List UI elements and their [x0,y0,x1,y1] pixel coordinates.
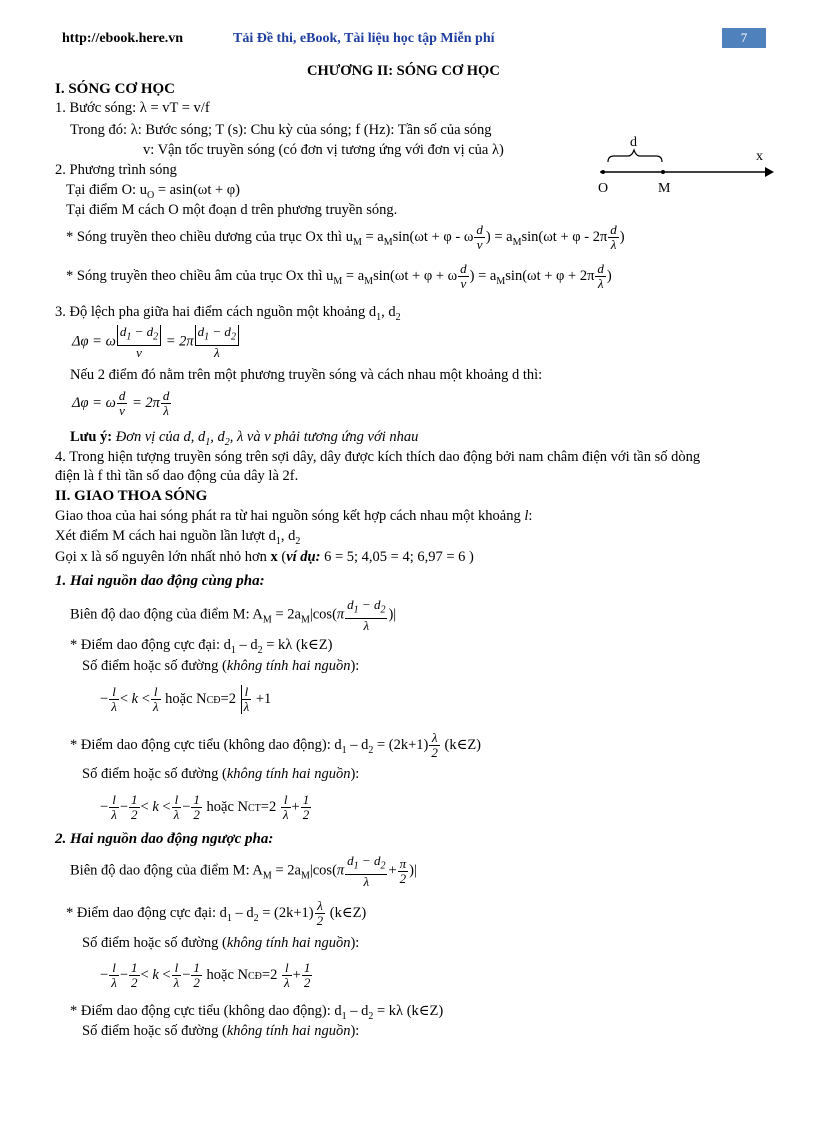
item3-note: Nếu 2 điểm đó nằm trên một phương truyền sóng và cách nhau một khoảng d thì: [70,367,543,383]
eq-phase-diff-same-line: Δφ = ω $\frac{d}{v}$ = 2π $\frac{d}{\lambda}$ [72,388,170,419]
header-tagline: Tải Đề thi, eBook, Tài liệu học tập Miễn phí [233,31,495,46]
sub1-count-label-2: Số điểm hoặc số đường (không tính hai nguồn): [82,766,360,782]
sub2-title: 2. Hai nguồn dao động ngược pha: [55,831,274,847]
diagram-o-label: O [598,181,609,195]
point-m-dot [661,170,665,174]
sub2-min-condition: * Điểm dao động cực tiểu (không dao động): $d_1 - d_2 = k\lambda$ (k∈Z) [70,1003,444,1022]
sub2-count-label-2: Số điểm hoặc số đường (không tính hai nguồn): [82,1023,360,1039]
item1-wavelength: 1. Bước sóng: λ = vT = v/f [55,100,210,116]
item2-point-o: Tại điểm O: $u_O = asin(\omega t + \varphi)$ [66,182,240,201]
page-number-badge: 7 [722,28,766,48]
sub1-title: 1. Hai nguồn dao động cùng pha: [55,573,265,589]
sub2-max-condition: * Điểm dao động cực đại: $d_1 - d_2 = (2k+1)$ $\frac{\lambda}{2}$ (k∈Z) [66,898,367,929]
section2-intro3: Gọi x là số nguyên lớn nhất nhỏ hơn x (ví dụ: 6 = 5; 4,05 = 4; 6,97 = 6 ) [55,549,474,565]
section2-intro2: Xét điểm M cách hai nguồn lần lượt $d_1$, $d_2$ [55,528,301,547]
item1-where-line1: Trong đó: λ: Bước sóng; T (s): Chu kỳ của sóng; f (Hz): Tần số của sóng [70,122,492,138]
diagram-m-label: M [658,181,671,195]
wave-axis-diagram [590,130,780,195]
point-o-dot [601,170,605,174]
sub1-max-count-formula: − $\frac{l}{\lambda}$ < k < $\frac{l}{\lambda}$ hoặc NCĐ=2 $\frac{l}{\lambda}$ +1 [100,684,272,715]
item2-heading: 2. Phương trình sóng [55,162,177,178]
sub1-max-condition: * Điểm dao động cực đại: $d_1 - d_2 = k\lambda$ (k∈Z) [70,637,333,656]
eq-positive-direction: * Sóng truyền theo chiều dương của trục Ox thì $u_M = a_M\sin(\omega t + \varphi - \omega$ $\frac{d}{v}$ ) = $a_M\sin(\omega t + \varphi - 2\pi$ $\frac{d}{\lambda}$ ) [66,222,625,253]
sub2-count-label-1: Số điểm hoặc số đường (không tính hai nguồn): [82,935,360,951]
sub1-min-condition: * Điểm dao động cực tiểu (không dao động): $d_1 - d_2 = (2k+1)$ $\frac{\lambda}{2}$ (k∈Z) [70,730,482,761]
sub1-amplitude: Biên độ dao động của điểm M: $A_M = 2a_M|\cos(\pi$ $\frac{d_1 - d_2}{\lambda}$ )| [70,597,397,633]
item4-line2: điện là f thì tần số dao động của dây là 2f. [55,468,299,484]
chapter-title: CHƯƠNG II: SÓNG CƠ HỌC [307,63,500,79]
section1-heading: I. SÓNG CƠ HỌC [55,81,176,97]
sub2-max-count-formula: − $\frac{l}{\lambda}$ − $\frac{1}{2}$ < k < $\frac{l}{\lambda}$ − $\frac{1}{2}$ hoặc NCĐ=2 $\frac{l}{\lambda}$ + $\frac{1}{2}$ [100,960,311,991]
eq-phase-diff-general: Δφ = ω $\frac{d_1 - d_2}{v}$ = 2π $\frac{d_1 - d_2}{\lambda}$ [72,325,240,360]
header-site-link[interactable]: http://ebook.here.vn [62,31,184,46]
item4-line1: 4. Trong hiện tượng truyền sóng trên sợi dây, dây được kích thích dao động bởi nam châm điện với tần số dòng [55,449,701,465]
diagram-x-label: x [756,149,763,164]
item3-heading: 3. Độ lệch pha giữa hai điểm cách nguồn một khoảng $d_1$, $d_2$ [55,304,401,323]
sub2-amplitude: Biên độ dao động của điểm M: $A_M = 2a_M|\cos(\pi$ $\frac{d_1 - d_2}{\lambda}$ + $\frac{\pi}{2}$ )| [70,853,417,889]
x-axis-arrow-icon [765,167,774,177]
luu-y-note: Lưu ý: Đơn vị của d, $d_1$, $d_2$, λ và v phải tương ứng với nhau [70,429,419,448]
item1-where-line2: v: Vận tốc truyền sóng (có đơn vị tương ứng với đơn vị của λ) [143,142,504,158]
sub1-min-count-formula: − $\frac{l}{\lambda}$ − $\frac{1}{2}$ < k < $\frac{l}{\lambda}$ − $\frac{1}{2}$ hoặc NCT=2 $\frac{l}{\lambda}$ + $\frac{1}{2}$ [100,792,310,823]
sub1-count-label-1: Số điểm hoặc số đường (không tính hai nguồn): [82,658,360,674]
diagram-d-label: d [630,135,637,150]
eq-negative-direction: * Sóng truyền theo chiều âm của trục Ox thì $u_M = a_M\sin(\omega t + \varphi + \omega$ $\frac{d}{v}$ ) = $a_M\sin(\omega t + \varphi + 2\pi$ $\frac{d}{\lambda}$ ) [66,261,612,292]
section2-intro1: Giao thoa của hai sóng phát ra từ hai nguồn sóng kết hợp cách nhau một khoảng l: [55,508,533,524]
section2-heading: II. GIAO THOA SÓNG [55,488,208,504]
distance-brace-icon [608,150,662,162]
item2-point-m: Tại điểm M cách O một đoạn d trên phương truyền sóng. [66,202,398,218]
